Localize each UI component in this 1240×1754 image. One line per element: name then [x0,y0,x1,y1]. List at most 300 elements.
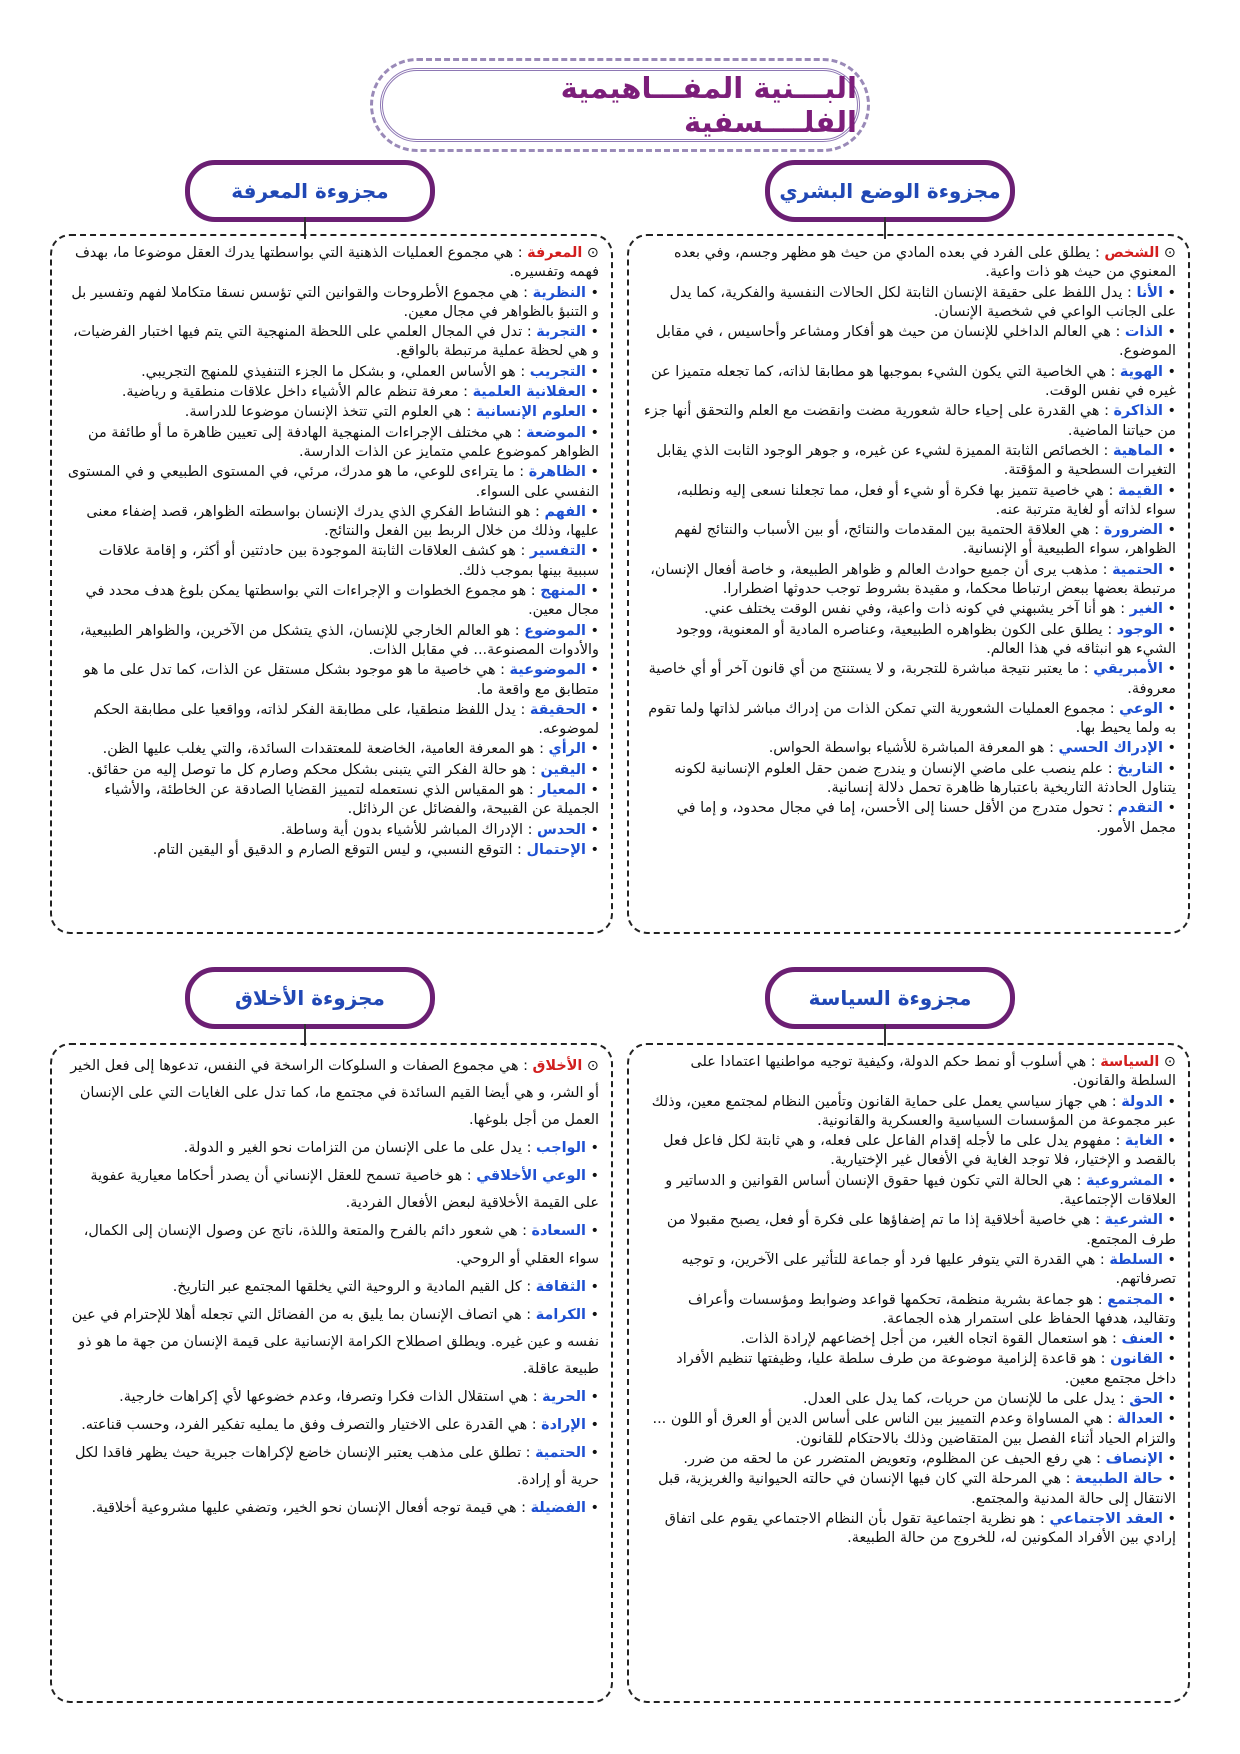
bullet-icon: • [1162,1251,1176,1268]
concept-definition: هو المقياس الذي نستعمله لتمييز القضايا الصادقة عن الخاطئة، والأشياء الجميلة عن القبيحة، والفضائل عن الرذائل. [104,782,599,818]
concept-definition: هي خاصية ما هو موجود بشكل مستقل عن الذات، كما تدل على ما هو متطابق مع واقعة ما. [83,662,599,698]
concept-definition: هي مجموع الصفات و السلوكات الراسخة في النفس، تدعوها إلى فعل الخير أو الشر، و هي أيضا القيم السائدة في مجتمع ما، كما تدل على الغايات التي على الإنسان العمل من أجل بلوغها. [70,1058,599,1129]
term-separator: : [1099,403,1114,420]
concept-term: الشخص [1104,245,1160,261]
term-separator: : [1110,1133,1125,1150]
circle-dot-icon: ⊙ [582,1058,599,1074]
box-politics [627,1043,1190,1703]
concept-definition: تطلق على مذهب يعتبر الإنسان خاضع لإكراهات جبرية حيث يظهر فاقدا لكل حرية أو إرادة. [75,1445,599,1489]
concept-entry [66,740,599,759]
term-separator: : [1107,1331,1122,1348]
bullet-icon: • [585,583,599,600]
concept-entry [66,424,599,463]
concept-entry [643,1172,1176,1211]
term-separator: : [521,1306,536,1323]
concept-definition: يدل على ما على الإنسان من التزامات نحو الغير و الدولة. [183,1140,523,1157]
term-separator: : [1098,442,1113,459]
concept-term: الأنا [1136,284,1163,301]
concept-entry [643,1510,1176,1549]
bullet-icon: • [585,543,599,560]
concept-term: الغاية [1124,1133,1163,1150]
concept-entry [643,621,1176,660]
bullet-icon: • [585,1417,599,1434]
term-separator: : [515,363,530,380]
concept-definition: هو حالة الفكر التي يتبنى بشكل محكم وصارم كل ما توصل إليه من حقائق. [87,761,527,778]
bullet-icon: • [585,841,599,858]
concept-term: التقدم [1117,800,1163,817]
concept-definition: هي استقلال الذات فكرا وتصرفا، وعدم خضوعها لأي إكراهات خارجية. [119,1388,529,1405]
bullet-icon: • [1162,1510,1176,1527]
term-separator: : [518,284,533,301]
concept-definition: هي مجموع العمليات الذهنية التي بواسطتها يدرك العقل موضوعا ما، بهدف فهمه وتفسيره. [74,245,599,281]
concept-term: الكرامة [535,1306,586,1323]
bullet-icon: • [585,1223,599,1240]
bullet-icon: • [585,821,599,838]
concept-definition: التوقع النسبي، و ليس التوقع الصارم و الدقيق أو اليقين التام. [152,841,513,858]
concept-entry [66,1384,599,1411]
concept-entry [66,622,599,661]
concept-term: القانون [1110,1351,1163,1368]
bullet-icon: • [585,464,599,481]
bullet-icon: • [585,1388,599,1405]
concept-term: الغير [1129,601,1163,618]
concept-term: المجتمع [1107,1291,1163,1308]
bullet-icon: • [1162,561,1176,578]
term-separator: : [1115,601,1130,618]
heading-ethics: مجزوءة الأخلاق [185,967,435,1029]
concept-entry [66,582,599,621]
concept-entry [643,244,1176,283]
concept-definition: هي مختلف الإجراءات المنهجية الهادفة إلى تعيين ظاهرة ما أو طائفة من الظواهر كموضوع علمي متمايز عن الذات الدارسة. [88,424,599,460]
concept-term: التجريب [529,363,586,380]
bullet-icon: • [1162,700,1176,717]
term-separator: : [515,701,530,718]
concept-definition: هي مجموع الأطروحات والقوانين التي تؤسس نسقا متكاملا لفهم وتفسير بل و التنبؤ بالظواهر في مجال معين. [71,284,599,320]
concept-definition: يدل على ما للإنسان من حريات، كما يدل على العدل. [802,1391,1116,1408]
concept-term: المعيار [538,782,586,799]
concept-entry [66,323,599,362]
concept-entry [643,1291,1176,1330]
concept-entry [66,761,599,780]
concept-entry [643,482,1176,521]
concept-entry [643,1350,1176,1389]
bullet-icon: • [585,384,599,401]
concept-term: الموضعة [526,424,586,441]
concept-term: الضرورة [1103,522,1163,539]
concept-definition: مذهب يرى أن جميع حوادث العالم و ظواهر الطبيعة، و خاصة أفعال الإنسان، مرتبطة بعضها ببعض ارتباطا محكما، و مقيدة بشروط توجب حدوثها اضطرارا. [650,561,1176,598]
concept-definition: كل القيم المادية و الروحية التي يخلقها المجتمع عبر التاريخ. [172,1278,522,1295]
concept-entry [643,1450,1176,1469]
bullet-icon: • [585,761,599,778]
concept-entry [643,1093,1176,1132]
concept-term: الإحتمال [526,841,586,858]
term-separator: : [516,1500,531,1517]
concept-entry [643,660,1176,699]
term-separator: : [1107,1093,1122,1110]
bullet-icon: • [1162,740,1176,757]
term-separator: : [513,245,528,261]
term-separator: : [512,424,527,441]
bullet-icon: • [585,324,599,341]
term-separator: : [518,1058,533,1074]
concept-term: الثقافة [535,1278,586,1295]
bullet-icon: • [1162,1450,1176,1467]
concept-term: الهوية [1119,363,1163,380]
concept-definition: يطلق على الكون بظواهره الطبيعية، وعناصره المادية أو المعنوية، ووجود الشيء هو انبثاقه في هذا العالم. [675,621,1176,657]
bullet-icon: • [1162,403,1176,420]
bullet-icon: • [1162,522,1176,539]
bullet-icon: • [1162,800,1176,817]
concept-term: العدالة [1117,1411,1163,1428]
concept-definition: هو مجموع الخطوات و الإجراءات التي بواسطتها يمكن بلوغ هدف محدد في مجال معين. [85,583,599,619]
concept-entry [66,1440,599,1494]
concept-definition: هي اتصاف الإنسان بما يليق به من الفضائل التي تجعله أهلا للإحترام في عين نفسه و عين غيره. ويطلق اصطلاح الكرامة الإنسانية على قيمة الإنسان من جهة ما هو ذو طبيعة عاقلة. [71,1306,599,1377]
concept-term: الحق [1129,1391,1163,1408]
concept-term: الأمبريقي [1093,661,1163,678]
concept-definition: هي قيمة توجه أفعال الإنسان نحو الخير، وتضفي عليها مشروعية أخلاقية. [91,1500,517,1517]
concept-entry [643,561,1176,600]
concept-term: الحتمية [535,1445,586,1462]
concept-entry [643,1410,1176,1449]
term-separator: : [462,1168,477,1185]
bullet-icon: • [1162,601,1176,618]
page-title: البـــنية المفـــاهيمية الفلــــسفية [560,71,857,139]
concept-term: العقلانية العلمية [472,384,586,401]
concept-entry [66,821,599,840]
circle-dot-icon: ⊙ [1159,1054,1176,1070]
bullet-icon: • [585,284,599,301]
concept-entry [643,700,1176,739]
concept-term: الإرادة [541,1417,586,1434]
bullet-icon: • [585,1140,599,1157]
concept-entry [643,363,1176,402]
concept-entry [66,701,599,740]
term-separator: : [521,1278,536,1295]
concept-term: الحدس [537,821,586,838]
concept-entry [643,521,1176,560]
concept-term: الواجب [536,1140,586,1157]
concept-definition: هي القدرة التي يتوفر عليها فرد أو جماعة للتأثير على الآخرين، و توجيه تصرفاتهم. [681,1251,1176,1288]
concept-definition: هي أسلوب أو نمط حكم الدولة، وكيفية توجيه مواطنيها اعتمادا على السلطة والقانون. [690,1054,1176,1090]
concept-entry [66,284,599,323]
concept-entry [66,463,599,502]
concept-term: الحرية [542,1388,586,1405]
concept-term: حالة الطبيعة [1075,1471,1163,1488]
concept-entry [643,1251,1176,1290]
concept-entry [643,1470,1176,1509]
term-separator: : [522,324,537,341]
concept-entry [643,1390,1176,1409]
concept-definition: الإدراك المباشر للأشياء بدون أية وساطة. [280,821,524,838]
concept-term: الموضوعية [509,662,586,679]
bullet-icon: • [1162,1212,1176,1229]
bullet-icon: • [1162,1133,1176,1150]
bullet-icon: • [585,503,599,520]
concept-entry [643,739,1176,758]
concept-term: الإدراك الحسي [1058,740,1163,757]
bullet-icon: • [1162,284,1176,301]
concept-term: الوجود [1116,621,1163,638]
bullet-icon: • [585,782,599,799]
term-separator: : [526,583,541,600]
term-separator: : [1105,700,1120,717]
term-separator: : [522,1140,537,1157]
term-separator: : [512,841,527,858]
concept-definition: تحول متدرج من الأقل حسنا إلى الأحسن، إما في مجال محدود، و إما في مجمل الأمور. [676,800,1176,836]
concept-definition: تدل في المجال العلمي على اللحظة المنهجية التي يتم فيها اختبار الفرضيات، و هي لحظة عملية مرتبطة بالواقع. [72,324,599,360]
concept-term: الظاهرة [528,464,586,481]
concept-term: الإنصاف [1105,1450,1163,1467]
term-separator: : [1079,661,1094,678]
concept-term: الشرعية [1104,1212,1163,1229]
concept-definition: ما يعتبر نتيجة مباشرة للتجربة، و لا يستنتج من أي قانون آخر أو أي خاصية معروفة. [648,661,1176,697]
bullet-icon: • [1162,1331,1176,1348]
term-separator: : [530,503,545,520]
concept-entry [66,1163,599,1217]
concept-definition: معرفة تنظم عالم الأشياء داخل علاقات منطقية و رياضية. [121,384,459,401]
bullet-icon: • [1162,1172,1176,1189]
concept-entry [643,442,1176,481]
heading-knowledge: مجزوءة المعرفة [185,160,435,222]
circle-dot-icon: ⊙ [1159,245,1176,261]
bullet-icon: • [1162,482,1176,499]
term-separator: : [1098,561,1113,578]
concept-term: الوعي الأخلاقي [476,1168,586,1185]
concept-definition: هو نظرية اجتماعية تقول بأن النظام الاجتماعي يقوم على اتفاق إرادي بين الأفراد المكونين له، للخروج من حالة الطبيعة. [664,1510,1176,1547]
concept-term: الوعي [1119,700,1163,717]
concept-term: الذاكرة [1113,403,1163,420]
heading-human-condition: مجزوءة الوضع البشري [765,160,1015,222]
term-separator: : [461,404,476,421]
term-separator: : [510,622,525,639]
concept-definition: هي خاصية أخلاقية إذا ما تم إضفاؤها على فكرة أو فعل، يصبح مقبولا من طرف المجتمع. [666,1212,1176,1248]
term-separator: : [527,1417,542,1434]
concept-entry [643,402,1176,441]
term-separator: : [1103,800,1118,817]
bullet-icon: • [1162,1351,1176,1368]
concept-entry [66,781,599,820]
concept-term: الدولة [1121,1093,1163,1110]
concept-term: السلطة [1109,1251,1163,1268]
bullet-icon: • [1162,1471,1176,1488]
term-separator: : [495,662,510,679]
heading-politics: مجزوءة السياسة [765,967,1015,1029]
concept-definition: الخصائص الثابتة المميزة لشيء عن غيره، و جوهر الوجود الثابت الذي يقابل التغيرات السطحية و المؤقتة. [656,442,1176,479]
concept-definition: ما يتراءى للوعي، ما هو مدرك، مرئي، في المستوى الطبيعي و في المستوى النفسي على السواء. [67,464,599,500]
concept-term: اليقين [540,761,586,778]
concept-entry [66,503,599,542]
concept-term: العلوم الإنسانية [475,404,586,421]
concept-term: المنهج [540,583,586,600]
concept-term: النظرية [532,284,586,301]
box-knowledge [50,234,613,934]
bullet-icon: • [1162,1411,1176,1428]
bullet-icon: • [1162,1391,1176,1408]
concept-definition: هي العالم الداخلي للإنسان من حيث هو أفكار ومشاعر وأحاسيس ، في مقابل الموضوع. [655,324,1176,360]
concept-definition: هي شعور دائم بالفرح والمتعة واللذة، ناتج عن وصول الإنسان إلى الكمال، سواء العقلي أو الروحي. [83,1223,599,1267]
term-separator: : [1096,1351,1111,1368]
concept-term: المعرفة [527,245,583,261]
bullet-icon: • [1162,324,1176,341]
concept-entry [643,600,1176,619]
concept-entry [66,403,599,422]
concept-entry [66,1412,599,1439]
term-separator: : [1110,324,1125,341]
term-separator: : [526,761,541,778]
concept-entry [66,841,599,860]
concept-term: التجربة [536,324,586,341]
title-inner-border [380,68,860,142]
concept-definition: يدل اللفظ على حقيقة الإنسان الثابتة لكل الحالات النفسية والفكرية، كما يدل على الجانب الواعي في شخصية الإنسان. [669,284,1176,320]
circle-dot-icon: ⊙ [582,245,599,261]
term-separator: : [1090,1212,1105,1229]
bullet-icon: • [585,1500,599,1517]
page-title-frame [370,58,870,152]
concept-definition: هي الخاصية التي يكون الشيء بموجبها هو مطابقا لذاته، كما تجعله متميزا عن غيره في نفس الوقت. [651,363,1176,400]
concept-definition: هو النشاط الفكري الذي يدرك الإنسان بواسطته الظواهر، قصد إضفاء معنى عليها، وذلك من خلال الربط بين الفعل والنتائج. [86,503,599,540]
term-separator: : [1090,245,1105,261]
term-separator: : [1102,621,1117,638]
term-separator: : [521,1445,536,1462]
concept-entry [643,799,1176,838]
concept-definition: هو أنا آخر يشبهني في كونه ذات واعية، وفي نفس الوقت يختلف عني. [704,601,1116,618]
term-separator: : [1086,1054,1101,1070]
concept-term: الماهية [1112,442,1163,459]
concept-term: الفضيلة [530,1500,586,1517]
term-separator: : [528,1388,543,1405]
box-ethics [50,1043,613,1703]
concept-definition: يدل اللفظ منطقيا، على مطابقة الفكر لذاته، وواقعيا على مطابقة الحكم لموضوعه. [93,701,599,738]
concept-term: الموضوع [524,622,586,639]
term-separator: : [1061,1471,1076,1488]
concept-definition: يطلق على الفرد في بعده المادي من حيث هو مظهر وجسم، وفي بعده المعنوي من حيث هو ذات واعية. [673,245,1176,281]
concept-definition: علم ينصب على ماضي الإنسان و يندرج ضمن حقل العلوم الإنسانية لكونه يتناول الحادثة التاريخية باعتبارها ظاهرة تحمل دلالة إنسانية. [674,760,1176,797]
concept-term: القيمة [1117,482,1163,499]
bullet-icon: • [1162,760,1176,777]
bullet-icon: • [585,741,599,758]
term-separator: : [517,1223,532,1240]
term-separator: : [1105,363,1120,380]
concept-entry [66,1135,599,1162]
concept-term: العقد الاجتماعي [1049,1510,1163,1527]
concept-definition: هو استعمال القوة اتجاه الغير، من أجل إخضاعهم لإرادة الذات. [740,1331,1108,1348]
term-separator: : [1089,522,1104,539]
term-separator: : [1044,740,1059,757]
concept-definition: هو الأساس العملي، و بشكل ما الجزء التنفيذي للمنهج التجريبي. [141,363,516,380]
concept-entry [643,1211,1176,1250]
concept-entry [66,1053,599,1134]
bullet-icon: • [585,662,599,679]
bullet-icon: • [585,701,599,718]
concept-definition: هي المرحلة التي كان فيها الإنسان في حالته الحيوانية والغريزية، قبل الانتقال إلى حالة المدنية والمجتمع. [658,1471,1176,1507]
bullet-icon: • [585,404,599,421]
concept-entry [643,284,1176,323]
concept-definition: هي رفع الحيف عن المظلوم، وتعويض المتضرر عن ما لحقه من ضرر. [683,1450,1092,1467]
concept-definition: مفهوم يدل على ما لأجله إقدام الفاعل على فعله، و هي ثابتة لكل فاعل فعل بالقصد و الإختيار، فلا توجد الغاية في الأفعال غير الإختيارية. [663,1133,1176,1169]
concept-entry [66,661,599,700]
concept-definition: هي المساواة وعدم التمييز بين الناس على أساس الدين أو العرق أو اللون ... والتزام الحياد أثناء الفصل بين المتقاضين وذلك بالاحتكام للقانون. [652,1411,1176,1447]
concept-entry [66,1495,599,1522]
bullet-icon: • [585,363,599,380]
concept-term: الفهم [544,503,586,520]
bullet-icon: • [585,1168,599,1185]
bullet-icon: • [1162,1291,1176,1308]
concept-entry [643,1053,1176,1092]
term-separator: : [514,464,529,481]
concept-entry [66,1302,599,1383]
concept-definition: هي العلوم التي تتخذ الإنسان موضوعا للدراسة. [184,404,462,421]
term-separator: : [515,543,530,560]
concept-definition: هو المعرفة العامية، الخاضعة للمعتقدات السائدة، والتي يغلب عليها الظن. [102,741,535,758]
concept-entry [66,383,599,402]
bullet-icon: • [585,1306,599,1323]
term-separator: : [1103,760,1118,777]
concept-entry [643,1132,1176,1171]
concept-definition: هو جماعة بشرية منظمة، تحكمها قواعد وضوابط ومؤسسات وأعراف وتقاليد، هدفها الحفاظ على استمرار هذه الجماعة. [688,1291,1176,1327]
concept-term: الحتمية [1112,561,1163,578]
concept-entry [643,323,1176,362]
bullet-icon: • [1162,1093,1176,1110]
concept-definition: هي جهاز سياسي يعمل على حماية القانون وتأمين النظام لمجتمع معين، وذلك عبر مجموعة من المؤسسات السياسية والعسكرية والقانونية. [651,1093,1176,1129]
concept-entry [643,1330,1176,1349]
bullet-icon: • [585,1445,599,1462]
concept-entry [66,542,599,581]
term-separator: : [1122,284,1137,301]
concept-term: السعادة [531,1223,586,1240]
concept-definition: هو العالم الخارجي للإنسان، الذي يتشكل من الآخرين، والظواهر الطبيعية، والأدوات المصنوعة... في مقابل الذات. [79,622,599,658]
concept-definition: مجموع العمليات الشعورية التي تمكن الذات من إدراك مباشر لذاتها ولما تقوم به ولما يحيط بها. [648,700,1176,737]
concept-definition: هي العلاقة الحتمية بين المقدمات والنتائج، أو بين الأسباب والنتائج لفهم الظواهر، سواء الطبيعية أو الإنسانية. [674,522,1176,558]
term-separator: : [1093,1291,1108,1308]
concept-entry [66,1218,599,1272]
concept-definition: هو خاصية تسمح للعقل الإنساني أن يصدر أحكاما معيارية عفوية على القيمة الأخلاقية لبعض الأفعال الفردية. [90,1168,599,1212]
concept-entry [643,760,1176,799]
bullet-icon: • [585,622,599,639]
bullet-icon: • [1162,363,1176,380]
concept-definition: هي القدرة على إحياء حالة شعورية مضت وانقضت مع العلم والتحقق أنها جزء من حياتنا الماضية. [644,403,1176,439]
concept-definition: هي القدرة على الاختيار والتصرف وفق ما يمليه تفكير الفرد، وحسب قناعته. [81,1417,528,1434]
concept-definition: هو كشف العلاقات الثابتة الموجودة بين حادثتين أو أكثر، و إقامة علاقات سببية بينها بموجب ذلك. [98,543,599,579]
term-separator: : [523,821,538,838]
term-separator: : [1071,1172,1086,1189]
bullet-icon: • [1162,661,1176,678]
term-separator: : [534,741,549,758]
term-separator: : [458,384,473,401]
term-separator: : [1103,482,1118,499]
bullet-icon: • [1162,621,1176,638]
term-separator: : [1115,1391,1130,1408]
bullet-icon: • [585,424,599,441]
bullet-icon: • [585,1278,599,1295]
concept-entry [66,244,599,283]
concept-term: الحقيقة [529,701,586,718]
bullet-icon: • [1162,442,1176,459]
concept-entry [66,1274,599,1301]
concept-term: العنف [1121,1331,1163,1348]
term-separator: : [1035,1510,1050,1527]
concept-term: الرأي [548,741,586,758]
concept-definition: هو قاعدة إلزامية موضوعة من طرف سلطة عليا، وظيفتها تنظيم الأفراد داخل مجتمع معين. [676,1351,1176,1387]
concept-definition: هي الحالة التي تكون فيها حقوق الإنسان أساس القوانين و الدساتير و العلاقات الإجتماعية. [665,1172,1176,1209]
concept-term: السياسة [1100,1054,1160,1070]
concept-definition: هو المعرفة المباشرة للأشياء بواسطة الحواس. [768,740,1045,757]
term-separator: : [1103,1411,1118,1428]
concept-term: التاريخ [1117,760,1163,777]
concept-term: المشروعية [1085,1172,1163,1189]
term-separator: : [1095,1251,1110,1268]
term-separator: : [524,782,539,799]
concept-definition: هي خاصية تتميز بها فكرة أو شيء أو فعل، مما تجعلنا نسعى إليه ونطلبه، سواء لذاته أو لغاية مترتبة عنه. [676,482,1176,518]
